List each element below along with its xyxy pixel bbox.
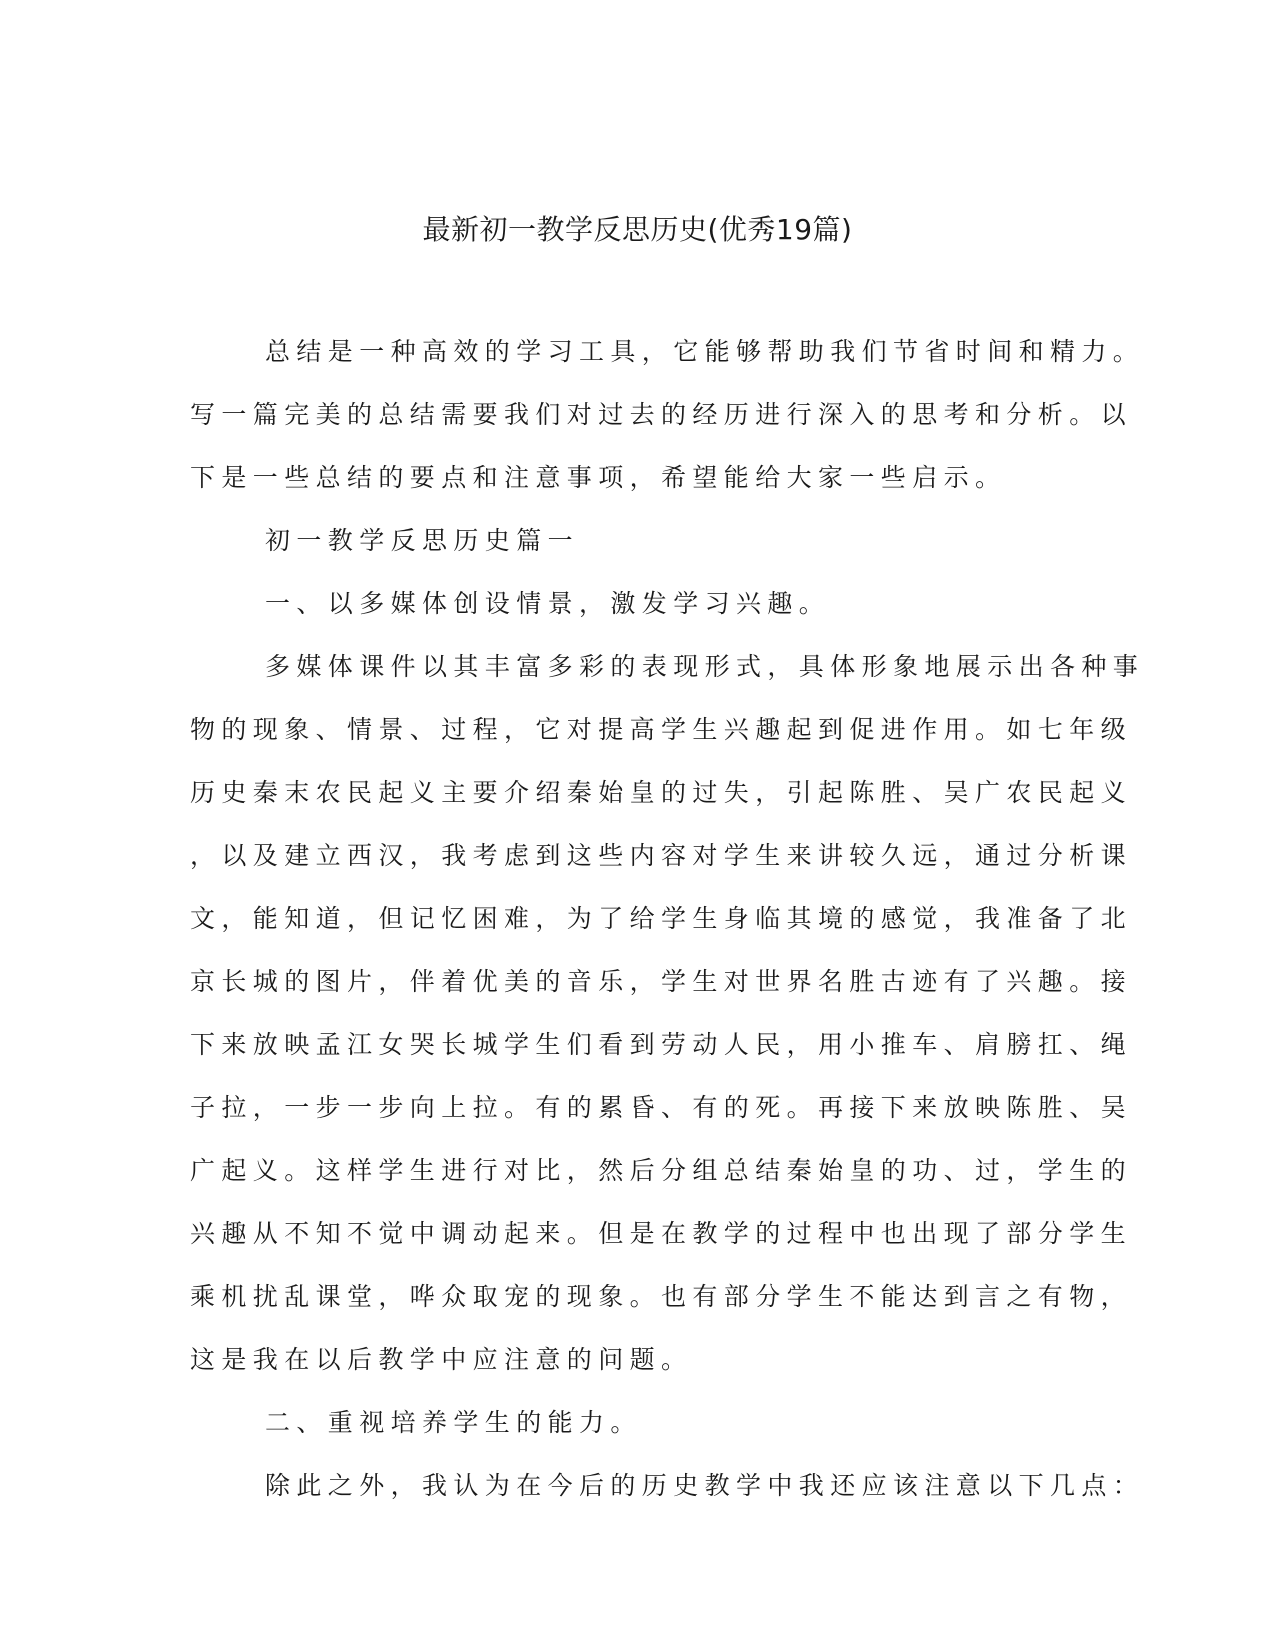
text-line: 子拉，一步一步向上拉。有的累昏、有的死。再接下来放映陈胜、吴: [190, 1093, 1133, 1122]
text-line: ，以及建立西汉，我考虑到这些内容对学生来讲较久远，通过分析课: [190, 841, 1133, 870]
text-line: 二、重视培养学生的能力。: [265, 1408, 642, 1437]
text-line: 文，能知道，但记忆困难，为了给学生身临其境的感觉，我准备了北: [190, 904, 1133, 933]
document-body: [190, 332, 1145, 1529]
text-line: 总结是一种高效的学习工具，它能够帮助我们节省时间和精力。: [265, 337, 1145, 366]
text-line: 下来放映孟江女哭长城学生们看到劳动人民，用小推车、肩膀扛、绳: [190, 1030, 1133, 1059]
text-line: 历史秦末农民起义主要介绍秦始皇的过失，引起陈胜、吴广农民起义: [190, 778, 1133, 807]
page-title: 最新初一教学反思历史(优秀19篇): [422, 213, 853, 246]
text-line: 下是一些总结的要点和注意事项，希望能给大家一些启示。: [190, 463, 1007, 492]
text-line: 写一篇完美的总结需要我们对过去的经历进行深入的思考和分析。以: [190, 400, 1133, 429]
text-line: 一、以多媒体创设情景，激发学习兴趣。: [265, 589, 831, 618]
text-line: 这是我在以后教学中应注意的问题。: [190, 1345, 693, 1374]
text-line: 多媒体课件以其丰富多彩的表现形式，具体形象地展示出各种事: [265, 652, 1145, 681]
text-line: 广起义。这样学生进行对比，然后分组总结秦始皇的功、过，学生的: [190, 1156, 1133, 1185]
text-line: 京长城的图片，伴着优美的音乐，学生对世界名胜古迹有了兴趣。接: [190, 967, 1133, 996]
text-line: 初一教学反思历史篇一: [265, 526, 580, 555]
text-line: 乘机扰乱课堂，哗众取宠的现象。也有部分学生不能达到言之有物，: [190, 1282, 1133, 1311]
text-line: 物的现象、情景、过程，它对提高学生兴趣起到促进作用。如七年级: [190, 715, 1133, 744]
text-line: 除此之外，我认为在今后的历史教学中我还应该注意以下几点：: [265, 1471, 1145, 1500]
text-line: 兴趣从不知不觉中调动起来。但是在教学的过程中也出现了部分学生: [190, 1219, 1133, 1248]
